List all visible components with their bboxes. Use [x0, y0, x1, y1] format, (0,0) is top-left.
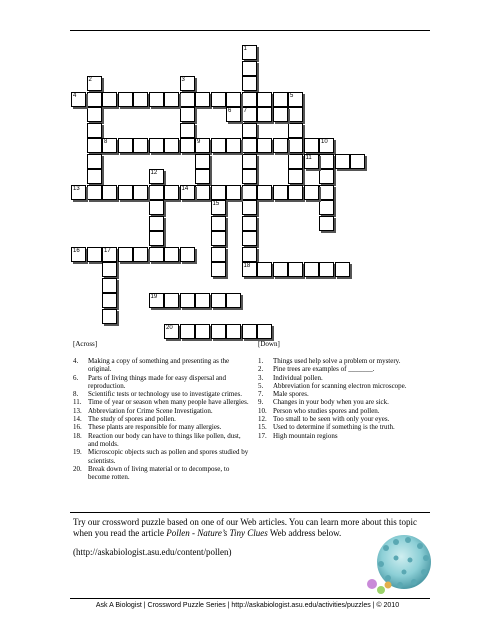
crossword-cell[interactable]	[87, 123, 102, 138]
middle-rule	[70, 512, 430, 513]
crossword-cell[interactable]	[164, 92, 179, 107]
crossword-cell[interactable]	[102, 262, 117, 277]
across-clue: 6. Parts of living things made for easy dispersal and reproduction.	[73, 373, 227, 390]
clue-number: 20	[166, 325, 173, 331]
crossword-cell[interactable]	[335, 262, 350, 277]
crossword-cell[interactable]	[180, 247, 195, 262]
crossword-cell[interactable]	[195, 138, 210, 153]
crossword-cell[interactable]	[288, 123, 303, 138]
clue-number: 16	[73, 247, 80, 254]
crossword-cell[interactable]	[149, 216, 164, 231]
crossword-cell[interactable]	[71, 247, 86, 262]
crossword-cell[interactable]	[102, 138, 117, 153]
crossword-cell[interactable]	[273, 262, 288, 277]
crossword-cell[interactable]	[118, 247, 133, 262]
crossword-cell[interactable]	[273, 138, 288, 153]
crossword-cell[interactable]	[288, 154, 303, 169]
crossword-cell[interactable]	[226, 185, 241, 200]
crossword-cell[interactable]	[133, 185, 148, 200]
crossword-cell[interactable]	[149, 169, 164, 184]
crossword-cell[interactable]	[118, 92, 133, 107]
down-clue: 1. Things used help solve a problem or mystery.	[258, 357, 401, 365]
crossword-cell[interactable]	[180, 293, 195, 308]
crossword-cell[interactable]	[195, 293, 210, 308]
crossword-cell[interactable]	[319, 216, 334, 231]
down-clue: 10. Person who studies spores and pollen.	[258, 406, 380, 415]
clue-number: 6	[228, 108, 232, 114]
crossword-cell[interactable]	[257, 138, 272, 153]
clue-number: 17	[104, 247, 111, 254]
crossword-cell[interactable]	[242, 231, 257, 246]
crossword-cell[interactable]	[211, 324, 226, 339]
crossword-cell[interactable]	[102, 278, 117, 293]
crossword-cell[interactable]	[257, 262, 272, 277]
crossword-cell[interactable]	[87, 76, 102, 91]
crossword-cell[interactable]	[242, 324, 257, 339]
across-clue: 14. The study of spores and pollen.	[73, 415, 176, 424]
crossword-cell[interactable]	[211, 92, 226, 107]
crossword-cell[interactable]	[242, 185, 257, 200]
crossword-cell[interactable]	[242, 247, 257, 262]
crossword-cell[interactable]	[211, 231, 226, 246]
crossword-cell[interactable]	[180, 324, 195, 339]
clue-number: 5	[290, 92, 294, 99]
crossword-cell[interactable]	[71, 185, 86, 200]
crossword-cell[interactable]	[319, 169, 334, 184]
down-clue: 2. Pine trees are examples of _______.	[258, 365, 375, 374]
crossword-cell[interactable]	[87, 92, 102, 107]
clue-number: 7	[243, 108, 247, 114]
across-clue: 19. Microscopic objects such as pollen and spores studied by scientists.	[73, 448, 249, 465]
clue-number: 1	[243, 46, 247, 52]
crossword-cell[interactable]	[304, 262, 319, 277]
crossword-cell[interactable]	[180, 138, 195, 153]
down-clue: 15. Used to determine if something is the truth.	[258, 423, 395, 432]
crossword-cell[interactable]	[87, 154, 102, 169]
crossword-cell[interactable]	[257, 185, 272, 200]
crossword-cell[interactable]	[350, 154, 365, 169]
down-clue: 5. Abbreviation for scanning electron microscope.	[258, 381, 407, 390]
clue-number: 8	[104, 139, 108, 145]
crossword-cell[interactable]	[273, 107, 288, 122]
clue-number: 14	[181, 185, 189, 192]
crossword-cell[interactable]	[133, 92, 148, 107]
crossword-cell[interactable]	[164, 247, 179, 262]
crossword-cell[interactable]	[149, 92, 164, 107]
crossword-cell[interactable]	[180, 107, 195, 122]
crossword-cell[interactable]	[242, 76, 257, 91]
crossword-cell[interactable]	[273, 185, 288, 200]
crossword-cell[interactable]	[226, 138, 241, 153]
crossword-cell[interactable]	[335, 154, 350, 169]
crossword-cell[interactable]	[304, 185, 319, 200]
crossword-cell[interactable]	[288, 185, 303, 200]
footer: Ask A Biologist | Crossword Puzzle Series | http://askabiologist.asu.edu/activities/puzzles | © 2010	[95, 602, 400, 609]
crossword-cell[interactable]	[164, 324, 179, 339]
crossword-cell[interactable]	[304, 138, 319, 153]
crossword-cell[interactable]	[304, 154, 319, 169]
crossword-cell[interactable]	[242, 200, 257, 215]
crossword-cell[interactable]	[242, 92, 257, 107]
crossword-cell[interactable]	[242, 216, 257, 231]
crossword-cell[interactable]	[195, 92, 210, 107]
crossword-cell[interactable]	[87, 185, 102, 200]
crossword-cell[interactable]	[133, 247, 148, 262]
crossword-cell[interactable]	[257, 92, 272, 107]
crossword-cell[interactable]	[180, 76, 195, 91]
crossword-cell[interactable]	[319, 138, 334, 153]
crossword-cell[interactable]	[180, 185, 195, 200]
clue-number: 11	[305, 154, 312, 161]
crossword-cell[interactable]	[149, 231, 164, 246]
crossword-cell[interactable]	[273, 92, 288, 107]
crossword-cell[interactable]	[149, 293, 164, 308]
crossword-cell[interactable]	[242, 169, 257, 184]
down-clue: 17. High mountain regions	[258, 431, 338, 440]
crossword-cell[interactable]	[257, 324, 272, 339]
crossword-cell[interactable]	[242, 45, 257, 60]
across-clue: 20. Break down of living material or to decompose, to become rotten.	[73, 464, 230, 482]
down-clue: 3. Individual pollen.	[258, 373, 323, 382]
note-text-end: Web address below.	[267, 528, 342, 538]
crossword-cell[interactable]	[87, 107, 102, 122]
crossword-cell[interactable]	[226, 324, 241, 339]
clue-number: 3	[181, 77, 185, 83]
across-clue: 4. Making a copy of something and presenting as the original.	[73, 357, 230, 374]
crossword-cell[interactable]	[195, 185, 210, 200]
crossword-cell[interactable]	[211, 216, 226, 231]
crossword-cell[interactable]	[211, 262, 226, 277]
across-clue: 11. Time of year or season when many people have allergies.	[73, 398, 249, 407]
crossword-cell[interactable]	[118, 138, 133, 153]
crossword-cell[interactable]	[211, 138, 226, 153]
crossword-cell[interactable]	[319, 262, 334, 277]
crossword-cell[interactable]	[319, 200, 334, 215]
article-url[interactable]: (http://askabiologist.asu.edu/content/pollen)	[73, 547, 232, 557]
clue-number: 10	[321, 139, 328, 145]
crossword-cell[interactable]	[211, 200, 226, 215]
crossword-cell[interactable]	[180, 123, 195, 138]
down-heading: [Down]	[258, 340, 280, 348]
down-clue: 7. Male spores.	[258, 390, 309, 399]
crossword-cell[interactable]	[102, 309, 117, 324]
pollen-grain-image	[366, 530, 436, 600]
crossword-cell[interactable]	[242, 123, 257, 138]
crossword-cell[interactable]	[71, 92, 86, 107]
crossword-cell[interactable]	[164, 138, 179, 153]
clue-number: 19	[150, 294, 158, 300]
crossword-cell[interactable]	[242, 61, 257, 76]
crossword-cell[interactable]	[288, 262, 303, 277]
crossword-cell[interactable]	[288, 107, 303, 122]
crossword-cell[interactable]	[149, 138, 164, 153]
crossword-cell[interactable]	[102, 185, 117, 200]
crossword-cell[interactable]	[102, 247, 117, 262]
across-clue: 16. These plants are responsible for many allergies.	[73, 423, 222, 432]
crossword-cell[interactable]	[195, 169, 210, 184]
crossword-cell[interactable]	[149, 185, 164, 200]
crossword-cell[interactable]	[319, 185, 334, 200]
crossword-cell[interactable]	[242, 262, 257, 277]
crossword-cell[interactable]	[319, 154, 334, 169]
crossword-cell[interactable]	[226, 92, 241, 107]
crossword-cell[interactable]	[211, 247, 226, 262]
across-heading: [Across]	[73, 340, 98, 348]
crossword-cell[interactable]	[149, 247, 164, 262]
crossword-cell[interactable]	[288, 169, 303, 184]
down-clue: 12. Too small to be seen with only your eyes.	[258, 415, 390, 424]
clue-number: 4	[73, 92, 77, 99]
crossword-cell[interactable]	[242, 154, 257, 169]
crossword-cell[interactable]	[195, 154, 210, 169]
crossword-cell[interactable]	[195, 324, 210, 339]
across-clue: 18. Reaction our body can have to things like pollen, dust, and molds.	[73, 431, 241, 448]
across-clues	[73, 357, 251, 481]
crossword-cell[interactable]	[180, 92, 195, 107]
crossword-cell[interactable]	[226, 107, 241, 122]
bottom-rule	[70, 598, 430, 599]
down-clues	[258, 357, 438, 440]
down-clue: 9. Changes in your body when you are sick.	[258, 398, 389, 407]
crossword-cell[interactable]	[118, 185, 133, 200]
crossword-cell[interactable]	[226, 293, 241, 308]
crossword-cell[interactable]	[87, 247, 102, 262]
clue-number: 13	[73, 185, 80, 192]
crossword-cell[interactable]	[164, 185, 179, 200]
crossword-cell[interactable]	[164, 293, 179, 308]
crossword-cell[interactable]	[87, 169, 102, 184]
crossword-cell[interactable]	[211, 185, 226, 200]
crossword-cell[interactable]	[257, 107, 272, 122]
crossword-cell[interactable]	[242, 107, 257, 122]
crossword-cell[interactable]	[133, 138, 148, 153]
crossword-cell[interactable]	[242, 138, 257, 153]
note-text: Try our crossword puzzle based on one of our Web articles. You can learn more about this topic when you read the article	[73, 517, 417, 538]
crossword-cell[interactable]	[288, 92, 303, 107]
clue-number: 9	[197, 139, 201, 145]
crossword-cell[interactable]	[102, 293, 117, 308]
across-clue: 13. Abbreviation for Crime Scene Investigation.	[73, 406, 213, 415]
crossword-cell[interactable]	[87, 138, 102, 153]
clue-number: 18	[243, 263, 251, 269]
across-clue: 8. Scientific tests or technology use to investigate crimes.	[73, 390, 242, 399]
article-title[interactable]: Pollen - Nature’s Tiny Clues	[166, 528, 268, 538]
clue-number: 2	[88, 77, 92, 83]
clue-number: 12	[150, 170, 158, 176]
crossword-cell[interactable]	[211, 293, 226, 308]
clue-number: 15	[212, 201, 220, 207]
crossword-cell[interactable]	[149, 200, 164, 215]
crossword-cell[interactable]	[102, 92, 117, 107]
crossword-cell[interactable]	[288, 138, 303, 153]
